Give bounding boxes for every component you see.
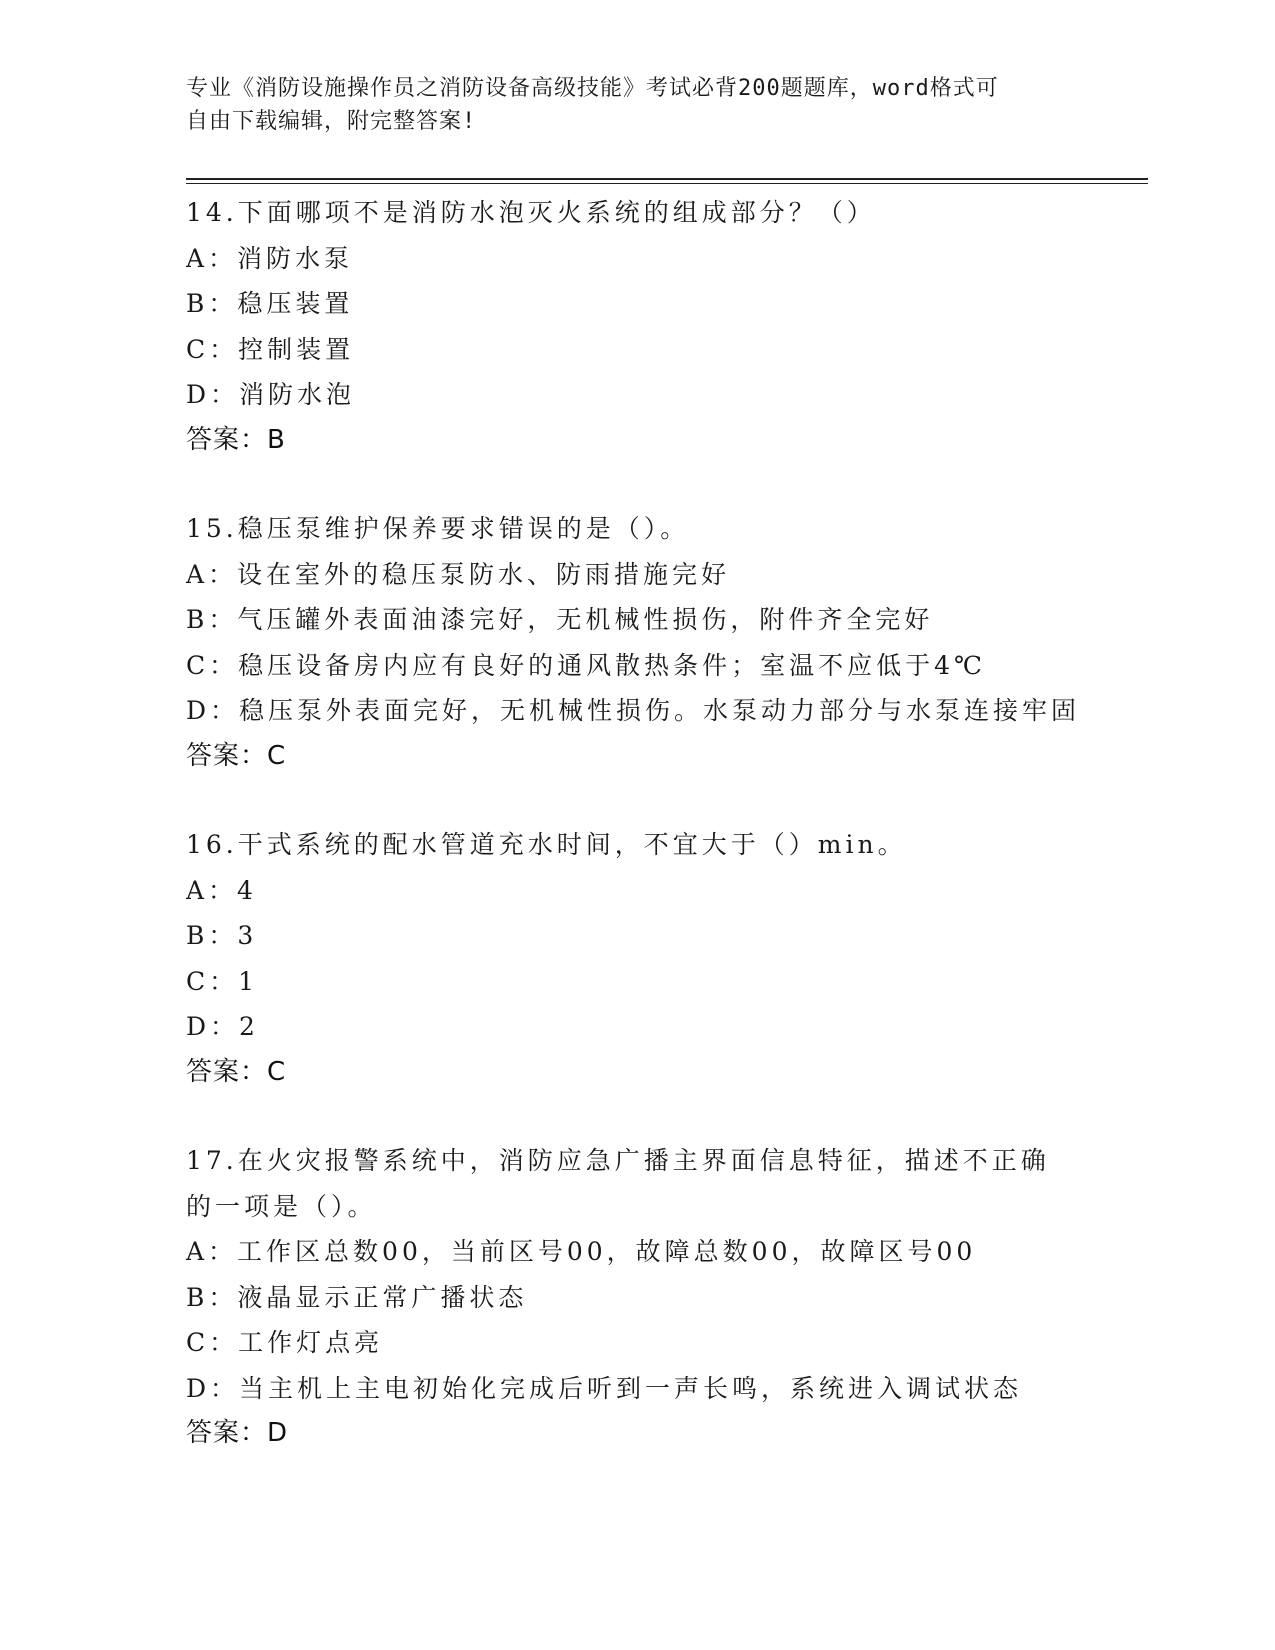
header-divider-thick [186,178,1148,180]
option-a: A：4 [186,875,257,905]
question-spacer [186,463,1148,506]
question-item [186,190,1148,463]
option-d: D：稳压泵外表面完好，无机械性损伤。水泵动力部分与水泵连接牢固 [186,696,1081,725]
option-b: B：气压罐外表面油漆完好，无机械性损伤，附件齐全完好 [186,605,934,634]
option-c: C：1 [186,966,259,996]
answer-value: D [267,1418,289,1448]
question-stem: 15.稳压泵维护保养要求错误的是（）。 [186,514,690,543]
option-a: A：设在室外的稳压泵防水、防雨措施完好 [186,559,731,589]
question-item [186,506,1148,779]
option-d: D：2 [186,1012,259,1041]
option-d: D：消防水泡 [186,380,356,409]
option-b: B：稳压装置 [186,289,354,318]
question-list [186,190,1148,1457]
header-line-2: 自由下载编辑，附完整答案! [186,109,477,134]
option-b: B：液晶显示正常广播状态 [186,1282,528,1312]
option-c: C：工作灯点亮 [186,1328,384,1357]
answer-label: 答案： [186,424,268,455]
answer-line [186,1411,1148,1457]
option-c: C：控制装置 [186,334,355,364]
question-stem: 14.下面哪项不是消防水泡灭火系统的组成部分？（） [186,198,876,227]
option-a: A：消防水泵 [186,243,354,273]
question-item [186,822,1148,1095]
option-d: D：当主机上主电初始化完成后听到一声长鸣，系统进入调试状态 [186,1373,1023,1403]
answer-label: 答案： [186,740,268,771]
header-divider-thin [186,183,1148,184]
answer-line [186,734,1148,780]
answer-value: B [267,424,286,455]
answer-line [186,1050,1148,1096]
question-stem: 16.干式系统的配水管道充水时间，不宜大于（）min。 [186,830,907,859]
answer-value: C [267,1056,287,1087]
option-b: B：3 [186,921,258,950]
header-line-1: 专业《消防设施操作员之消防设备高级技能》考试必背200题题库，word格式可 [186,76,999,101]
answer-label: 答案： [186,1056,268,1087]
question-spacer [186,779,1148,822]
document-header [186,72,1066,138]
option-c: C：稳压设备房内应有良好的通风散热条件；室温不应低于4℃ [186,650,987,680]
answer-line [186,418,1148,464]
answer-value: C [267,740,287,771]
question-spacer [186,1095,1148,1138]
question-stem: 17.在火灾报警系统中，消防应急广播主界面信息特征，描述不正确的一项是（）。 [186,1146,1050,1221]
question-item [186,1138,1148,1457]
option-a: A：工作区总数00，当前区号00，故障总数00，故障区号00 [186,1237,977,1266]
answer-label: 答案： [186,1418,268,1448]
